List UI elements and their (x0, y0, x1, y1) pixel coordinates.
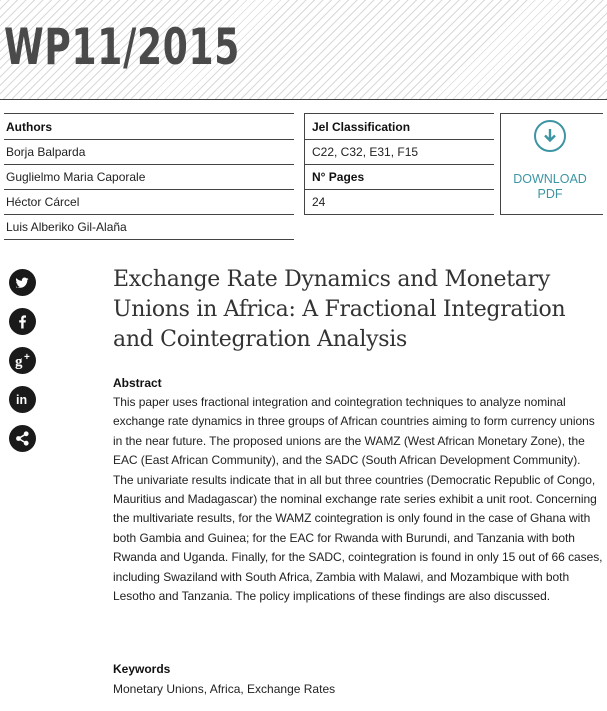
svg-text:in: in (16, 393, 28, 407)
paper-title: Exchange Rate Dynamics and Monetary Unions in Africa: A Fractional Integration and Cointegration Analysis (113, 267, 566, 352)
authors-label: Authors (6, 120, 52, 134)
svg-text:+: + (24, 352, 30, 363)
divider (500, 214, 603, 215)
divider (500, 113, 603, 114)
author-name[interactable]: Héctor Cárcel (6, 195, 80, 209)
author-name[interactable]: Guglielmo Maria Caporale (6, 170, 146, 184)
author-name[interactable]: Luis Alberiko Gil-Alaña (6, 220, 127, 234)
divider (4, 164, 294, 165)
divider (304, 113, 494, 114)
column-divider (500, 113, 501, 214)
keywords-text: Monetary Unions, Africa, Exchange Rates (113, 682, 336, 696)
divider (4, 239, 294, 240)
divider (4, 113, 294, 114)
jel-value: C22, C32, E31, F15 (312, 145, 419, 159)
pdf-label: PDF (537, 187, 563, 201)
pages-label: N° Pages (312, 170, 365, 184)
jel-label: Jel Classification (312, 120, 411, 134)
twitter-icon[interactable] (9, 269, 36, 296)
divider (4, 214, 294, 215)
download-label: DOWNLOAD (513, 172, 587, 186)
facebook-icon[interactable] (9, 308, 36, 335)
header-banner (0, 0, 607, 100)
share-icon[interactable] (9, 425, 36, 452)
keywords-label: Keywords (113, 662, 171, 676)
pages-value: 24 (312, 195, 326, 209)
divider (304, 214, 494, 215)
divider (304, 164, 494, 165)
download-icon[interactable] (534, 120, 566, 152)
download-pdf-button[interactable] (505, 172, 595, 202)
working-paper-code: WP11/2015 (4, 18, 241, 76)
divider (304, 139, 494, 140)
divider (4, 189, 294, 190)
abstract-label: Abstract (113, 376, 162, 390)
google-plus-icon[interactable] (9, 347, 36, 374)
linkedin-icon[interactable] (9, 386, 36, 413)
divider (304, 189, 494, 190)
author-name[interactable]: Borja Balparda (6, 145, 86, 159)
svg-text:g: g (15, 354, 23, 370)
divider (4, 139, 294, 140)
abstract-text: This paper uses fractional integration and cointegration techniques to analyze nominal exchange rate dynamics in three groups of African countries aiming to form currency unions in the near future. The proposed unions are the WAMZ (West African Monetary Zone), the EAC (East African Community), and the SADC (South African Development Community). The univariate results indicate that in all but three countries (Democratic Republic of Congo, Mauritius and Madagascar) the nominal exchange rate series exhibit a unit root. Concerning the multivariate results, for the WAMZ cointegration is only found in the case of Ghana with both Gambia and Guinea; for the EAC for Rwanda with Burundi, and Tanzania with both Rwanda and Uganda. Finally, for the SADC, cointegration is found in only 15 out of 66 cases, including Swaziland with South Africa, Zambia with Malawi, and Mozambique with both Lesotho and Tanzania. The policy implications of these findings are also discussed. (113, 395, 603, 604)
